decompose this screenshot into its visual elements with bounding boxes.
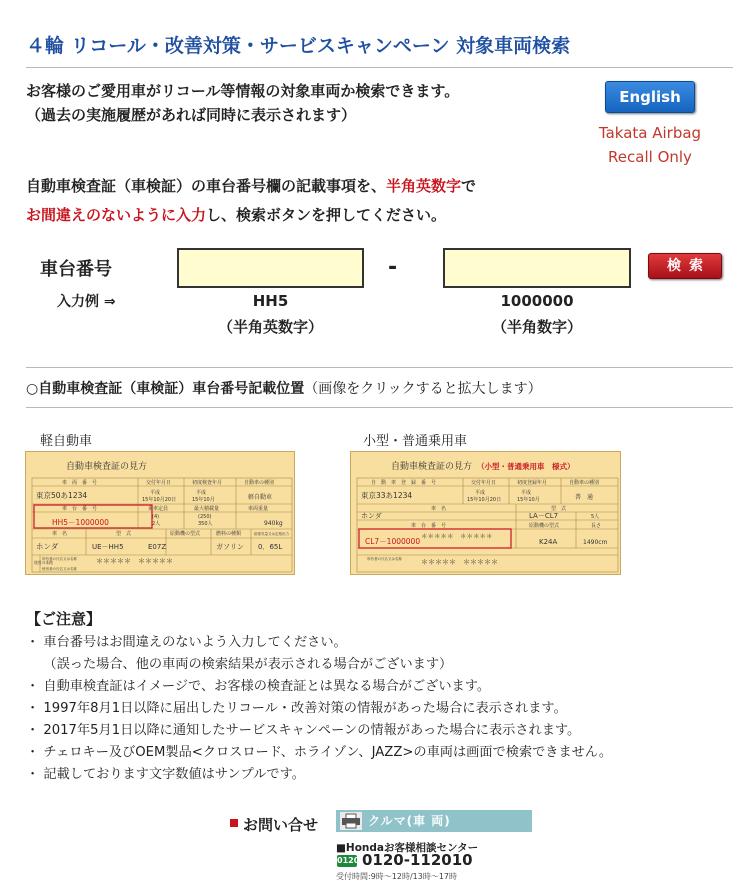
takata-line-2: Recall Only	[608, 148, 692, 166]
note-item: ・ 2017年5月1日以降に通知したサービスキャンペーンの情報があった場合に表示されます。	[26, 723, 581, 738]
cert1-h1: 交付年月日	[146, 480, 172, 486]
page-title: ４輪 リコール・改善対策・サービスキャンペーン 対象車両検索	[26, 35, 571, 57]
cert2-date2b: 15年10月	[517, 497, 540, 503]
cert2-h1: 交付年月日	[471, 480, 497, 486]
cert1-r3-3: 燃料の種類	[216, 531, 242, 537]
cert1-r2-2: 最大積載量	[194, 506, 220, 512]
cert1-r2-1: 乗車定員	[148, 506, 169, 512]
contact-label: お問い合せ	[243, 816, 319, 834]
example-number-note: （半角数字）	[491, 318, 582, 336]
cert2-date1b: 15年10月20日	[467, 497, 502, 503]
cert2-kind: 普 通	[575, 494, 594, 501]
cert1-r2-0: 車 台 番 号	[62, 506, 98, 512]
cert2-heading-red: （小型・普通乗用車 様式）	[477, 462, 575, 471]
sample-certificate-regular[interactable]	[350, 451, 621, 575]
cert1-r3-1: 型 式	[116, 531, 132, 537]
cert1-side: 使用の本拠	[34, 560, 53, 565]
cert2-maker: ホンダ	[361, 512, 382, 520]
cert1-small-0: (4)	[152, 514, 160, 520]
printer-icon	[340, 812, 362, 830]
cert2-chassis: CL7－1000000	[365, 537, 421, 546]
cert2-h3: 自動車の種別	[569, 480, 600, 486]
title-divider	[26, 67, 733, 68]
support-center-name: ■Hondaお客様相談センター	[336, 842, 479, 854]
cert1-r3-0: 車 名	[52, 531, 68, 537]
cert1-r2-3: 車両重量	[248, 506, 269, 512]
cert2-r3-2: 長さ	[591, 523, 602, 529]
category-label: クルマ(車 両)	[368, 814, 451, 828]
notes-heading: 【ご注意】	[26, 610, 102, 628]
cert2-r3-1: 原動機の型式	[529, 523, 560, 529]
cert1-stars: ＊＊＊＊＊ ＊＊＊＊＊	[96, 557, 173, 565]
cert2-length: 1490cm	[583, 539, 608, 546]
cert2-r2-1: 型 式	[551, 506, 567, 512]
takata-line-1: Takata Airbag	[598, 124, 702, 142]
instruction-line2-red: お間違えのないように入力	[26, 206, 207, 224]
cert1-kind: 軽自動車	[248, 494, 273, 501]
english-button[interactable]: English	[605, 81, 695, 113]
cert1-chassis: HH5－1000000	[52, 518, 109, 527]
cert1-fuel: ガソリン	[216, 543, 244, 551]
cert2-h2: 初度登録年月	[517, 480, 548, 486]
intro-line-1: お客様のご愛用車がリコール等情報の対象車両か検索できます。	[26, 82, 460, 100]
sample-certificate-kei[interactable]	[25, 451, 295, 575]
cert1-maker: ホンダ	[36, 542, 59, 551]
cert2-engine: K24A	[539, 538, 558, 546]
cert2-h0: 自 動 車 登 録 番 号	[371, 480, 437, 486]
cert1-h2: 初度検査年月	[192, 480, 223, 486]
search-button[interactable]: 検索	[648, 253, 722, 279]
contact-bullet-icon	[230, 819, 238, 827]
note-item: ・ チェロキー及びOEM製品<クロスロード、ホライゾン、JAZZ>の車両は画面で検索できません。	[26, 745, 613, 760]
support-hours: 受付時間:9時～12時/13時～17時	[336, 872, 458, 881]
cert1-engine: E07Z	[148, 543, 167, 551]
cert2-stars-a: ＊＊＊＊＊ ＊＊＊＊＊	[421, 532, 493, 540]
cert2-heading: 自動車検査証の見方	[391, 462, 473, 472]
example-prefix-value: HH5	[252, 292, 289, 310]
cert1-owner-label: 所有者の氏名又は名称	[42, 557, 77, 561]
cert2-date2a: 平成	[521, 490, 532, 496]
cert1-h3: 自動車の種別	[244, 480, 275, 486]
sample-caption-regular: 小型・普通乗用車	[363, 434, 468, 449]
instruction-line1-red: 半角英数字	[386, 177, 462, 195]
note-item: ・ 車台番号はお間違えのないよう入力してください。	[26, 635, 347, 650]
chassis-prefix-input[interactable]	[177, 248, 364, 288]
notes-list	[26, 632, 612, 786]
support-phone: 0120-112010	[362, 851, 473, 869]
chassis-separator: -	[388, 255, 398, 280]
location-bottom-divider	[26, 407, 733, 408]
example-prefix	[177, 288, 364, 340]
location-heading	[26, 378, 542, 398]
cert1-model: UE－HH5	[92, 543, 124, 551]
cert2-stars-b: ＊＊＊＊＊ ＊＊＊＊＊	[421, 558, 498, 566]
cert2-r3-0: 車 台 番 号	[411, 523, 447, 529]
cert1-date2b: 15年10月	[192, 497, 215, 503]
takata-airbag-link[interactable]	[580, 121, 720, 169]
example-label: 入力例 ⇒	[57, 294, 116, 310]
cert2-owner-label: 所有者の氏名又は名称	[367, 557, 402, 561]
instruction-line2-b: し、検索ボタンを押してください。	[206, 206, 447, 224]
note-item: ・ 自動車検査証はイメージで、お客様の検査証とは異なる場合がございます。	[26, 679, 491, 694]
cert2-model: LA－CL7	[529, 512, 559, 520]
location-top-divider	[26, 367, 733, 368]
example-number	[443, 288, 631, 340]
location-heading-bold: ○自動車検査証（車検証）車台番号記載位置	[26, 381, 305, 397]
intro-text	[26, 79, 459, 127]
cert1-date1b: 15年10月20日	[142, 497, 177, 503]
cert1-date2a: 平成	[196, 490, 207, 496]
location-heading-note: （画像をクリックすると拡大します）	[304, 381, 542, 397]
cert1-h0: 車 両 番 号	[62, 480, 98, 486]
note-item: （誤った場合、他の車両の検索結果が表示される場合がございます）	[26, 657, 453, 672]
cert1-heading: 自動車検査証の見方	[66, 462, 148, 472]
cert2-plate: 東京33あ1234	[361, 491, 413, 500]
instruction-line1-a: 自動車検査証（車検証）の車台番号欄の記載事項を、	[26, 177, 387, 195]
cert2-capacity: 5人	[591, 514, 600, 520]
note-item: ・ 記載しております文字数値はサンプルです。	[26, 767, 305, 782]
cert1-r3-4: 総排気量又は定格出力	[254, 532, 289, 536]
cert1-weight: 940kg	[264, 520, 283, 527]
instruction-text	[26, 172, 476, 230]
free-dial-icon: 0120	[337, 856, 360, 865]
cert1-plate: 東京50あ1234	[36, 491, 88, 500]
note-item: ・ 1997年8月1日以降に届出したリコール・改善対策の情報があった場合に表示されます。	[26, 701, 567, 716]
example-prefix-note: （半角英数字）	[217, 318, 323, 336]
chassis-number-input[interactable]	[443, 248, 631, 288]
cert1-small-1: 2人	[152, 521, 161, 527]
cert2-r2-0: 車 名	[431, 506, 447, 512]
intro-line-2: （過去の実施履歴があれば同時に表示されます）	[26, 106, 357, 124]
cert1-user-label: 使用者の氏名又は名称	[42, 567, 77, 571]
cert2-date1a: 平成	[475, 490, 486, 496]
cert1-date1a: 平成	[150, 490, 161, 496]
sample-caption-kei: 軽自動車	[40, 434, 93, 449]
cert1-small-3: 350人	[198, 521, 213, 527]
chassis-number-label: 車台番号	[40, 259, 112, 280]
cert1-small-2: (250)	[198, 514, 212, 520]
cert1-r3-2: 原動機の型式	[170, 531, 201, 537]
example-number-value: 1000000	[500, 292, 574, 310]
instruction-line1-b: で	[461, 177, 477, 195]
cert1-displacement: 0．65L	[258, 543, 283, 551]
